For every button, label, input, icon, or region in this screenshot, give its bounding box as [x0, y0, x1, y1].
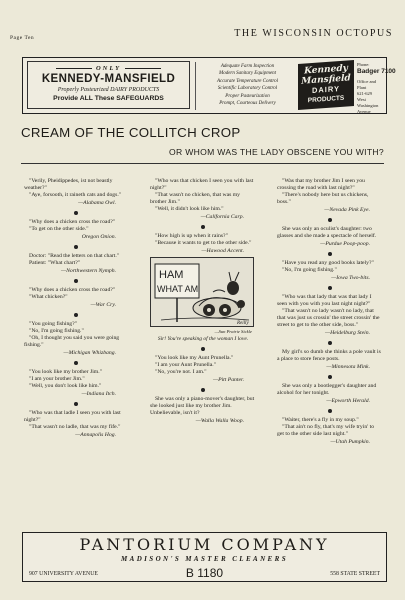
ad-feature: Prompt, Courteous Delivery	[219, 101, 276, 107]
separator-dot	[201, 347, 205, 351]
ad-feature: Scientific Laboratory Control	[217, 86, 278, 92]
svg-text:HAM: HAM	[159, 269, 184, 281]
separator-dot	[201, 388, 205, 392]
cartoon-credit: —Sun Prairie Sickle	[214, 329, 252, 334]
joke	[277, 349, 382, 371]
pantorium-address-left: 907 UNIVERSITY AVENUE	[29, 571, 98, 577]
joke-line: "No, you're not. I am."	[155, 368, 207, 375]
joke-source: —Purdue Poop-poop.	[320, 241, 370, 247]
joke-source: —Indiana Itch.	[81, 391, 116, 397]
column-2	[150, 178, 256, 425]
ad-contact-info: Phone: Badger 7100 Office and Plant 621-629 West Washington Avenue	[357, 62, 396, 114]
joke-source: —Northwestern Nymph.	[61, 268, 116, 274]
cartoon-image	[150, 257, 254, 327]
joke-line: She was only a bootlegger's daughter and alcohol for her tonight.	[277, 383, 377, 396]
dairy-logo: Kennedy Mansfield DAIRY PRODUCTS	[298, 60, 354, 110]
separator-dot	[328, 286, 332, 290]
separator-dot	[328, 252, 332, 256]
joke-line: "That wasn't no chicken, that was my brother Jim."	[150, 192, 241, 205]
joke-line: My girl's so dumb she thinks a pole vault is a place to store fence posts.	[277, 349, 381, 362]
joke-line: "No, I'm going fishing."	[282, 267, 337, 273]
pantorium-ad	[22, 532, 387, 582]
ad-feature-list	[195, 62, 299, 110]
joke-line: "Who was that chicken I seen you with last night?"	[150, 178, 254, 191]
cartoon-drawing	[151, 258, 254, 327]
joke-line: "Why does a chicken cross the road?"	[29, 219, 116, 225]
joke	[24, 410, 128, 439]
separator-dot	[74, 402, 78, 406]
pantorium-address-right: 558 STATE STREET	[330, 571, 380, 577]
joke	[24, 178, 128, 207]
joke	[24, 219, 128, 241]
joke-source: Oregon Onion.	[81, 234, 116, 240]
joke-line: She was only a piano-mover's daughter, but she looked just like my brother Jim. Unbelievable, isn't it?	[150, 395, 255, 416]
ad-feature: Modern Sanitary Equipment	[219, 71, 276, 77]
joke-source: —Hawood Accent.	[201, 248, 244, 254]
article-title: CREAM OF THE COLLITCH CROP	[21, 125, 241, 140]
joke	[150, 178, 256, 221]
joke-source: —Annapolis Hog.	[75, 432, 116, 438]
joke-line: "Waiter, there's a fly in my soup."	[282, 417, 359, 423]
joke-line: "No, I'm going fishing."	[29, 328, 84, 334]
joke	[277, 260, 382, 282]
kennedy-mansfield-ad	[22, 57, 396, 114]
separator-dot	[328, 409, 332, 413]
ad-phone: Badger 7100	[357, 68, 396, 75]
joke-line: "Have you read any good books lately?"	[282, 260, 374, 266]
joke-source: —Alabama Owl.	[78, 200, 116, 206]
joke-line: "Well, you don't look like him."	[29, 383, 102, 389]
pantorium-phone: B 1180	[185, 566, 224, 580]
joke	[277, 417, 382, 446]
joke-source: —Epworth Herald.	[326, 398, 370, 404]
joke-source: —War Cry.	[90, 302, 116, 308]
magazine-title: THE WISCONSIN OCTOPUS	[234, 28, 393, 39]
joke-line: "You going fishing?"	[29, 321, 77, 327]
joke-source: —Minnesota Mink.	[326, 364, 370, 370]
joke-line: Doctor: "Read the letters on that chart."	[29, 253, 120, 259]
joke-line: "What chicken?"	[29, 294, 68, 300]
joke-line: "That ain't no fly, that's my wife tryin' to get to the other side last night."	[277, 424, 375, 437]
joke-line: "Why does a chicken cross the road?"	[29, 287, 116, 293]
joke-source: —Walla Walla Woop.	[195, 417, 244, 424]
joke	[150, 355, 256, 384]
joke-source: —Nevada Pink Eye.	[324, 207, 370, 213]
joke-line: "How high is up when it rains?"	[155, 233, 228, 239]
joke-line: "You look like my Aunt Prunella."	[155, 354, 234, 361]
joke	[24, 287, 128, 309]
joke-line: "You look like my brother Jim."	[29, 369, 102, 375]
column-1	[24, 178, 128, 439]
article-subtitle: OR WHOM WAS THE LADY OBSCENE YOU WITH?	[169, 147, 384, 157]
divider	[21, 163, 384, 164]
ad-tagline: Properly Pasteurized DAIRY PRODUCTS	[57, 87, 160, 93]
separator-dot	[328, 375, 332, 379]
joke	[277, 294, 382, 337]
separator-dot	[328, 341, 332, 345]
separator-dot	[74, 245, 78, 249]
joke-line: Patient: "What chart?"	[29, 260, 81, 266]
joke-line: "That wasn't no lady wasn't no lady, that that was just us crossin' the street crossin' the street to get to the other side, boss."	[277, 308, 380, 328]
separator-dot	[328, 218, 332, 222]
joke-line: She was only an oculist's daughter: two glasses and she made a spectacle of herself.	[277, 226, 377, 239]
separator-dot	[74, 313, 78, 317]
joke-source: —Heidelburg Stein.	[325, 330, 370, 336]
ad-safeguards: Provide ALL These SAFEGUARDS	[53, 95, 164, 102]
joke-source: —Michigan Whizbang.	[63, 350, 116, 356]
ad-feature: Adequate Farm Inspection	[220, 64, 275, 69]
joke-line: "Because it wants to get to the other side."	[155, 240, 252, 246]
page-number: Page Ten	[10, 35, 35, 41]
ad-main-panel	[27, 61, 190, 109]
joke-line: "Verily, Pheidippedes, ist not beastly weather?"	[24, 178, 113, 191]
ad-company-name: KENNEDY-MANSFIELD	[41, 73, 176, 85]
joke	[24, 253, 128, 275]
pantorium-name: PANTORIUM COMPANY	[79, 535, 330, 554]
separator-dot	[74, 361, 78, 365]
joke	[24, 369, 128, 398]
joke-source: —Utah Pumpkin.	[330, 439, 370, 445]
joke	[277, 226, 382, 248]
joke-source: —California Carp.	[200, 214, 244, 220]
joke-line: "Was that my brother Jim I seen you crossing the road with last night?"	[277, 178, 365, 191]
joke-line: "That wasn't no ladle, that was my fife."	[29, 424, 121, 430]
column-2-jokes-top	[150, 178, 256, 255]
joke-line: "Well, it didn't look like him."	[155, 206, 224, 212]
column-3	[277, 178, 382, 446]
joke	[150, 396, 256, 425]
ad-only-line: ONLY	[28, 65, 189, 72]
svg-text:WHAT AM: WHAT AM	[157, 284, 199, 294]
joke-source: —Pitt Panter.	[213, 376, 244, 383]
joke-line: "Oh, I thought you said you were going fishing."	[24, 335, 120, 348]
joke	[150, 233, 256, 255]
joke-line: "Who was that ladle I seen you with last night?"	[24, 410, 121, 423]
separator-dot	[74, 211, 78, 215]
joke	[277, 178, 382, 214]
pantorium-tagline: MADISON'S MASTER CLEANERS	[121, 555, 288, 563]
ad-feature: Accurate Temperature Control	[216, 78, 279, 84]
joke-line: "I am your Aunt Prunella."	[155, 361, 217, 368]
joke-line: "I am your brother Jim."	[29, 376, 85, 382]
separator-dot	[74, 279, 78, 283]
joke	[24, 321, 128, 357]
separator-dot	[201, 225, 205, 229]
column-2-jokes-bottom	[150, 355, 256, 425]
joke-source: —Iowa Two-bits.	[331, 275, 370, 281]
svg-text:Reilly: Reilly	[237, 321, 249, 326]
joke-line: "Aye, forsooth, it raineth cats and dogs."	[29, 192, 122, 198]
joke	[277, 383, 382, 405]
joke-line: "To get on the other side."	[29, 226, 89, 232]
ad-feature: Proper Pasteurization	[225, 93, 270, 99]
cartoon-caption: Sir! You're speaking of the woman I love.	[157, 336, 249, 342]
joke-line: "Who was that lady that was that lady I seen with you with you last night night?"	[277, 294, 372, 307]
joke-line: "There's nobody here but us chickens, boss."	[277, 192, 369, 205]
